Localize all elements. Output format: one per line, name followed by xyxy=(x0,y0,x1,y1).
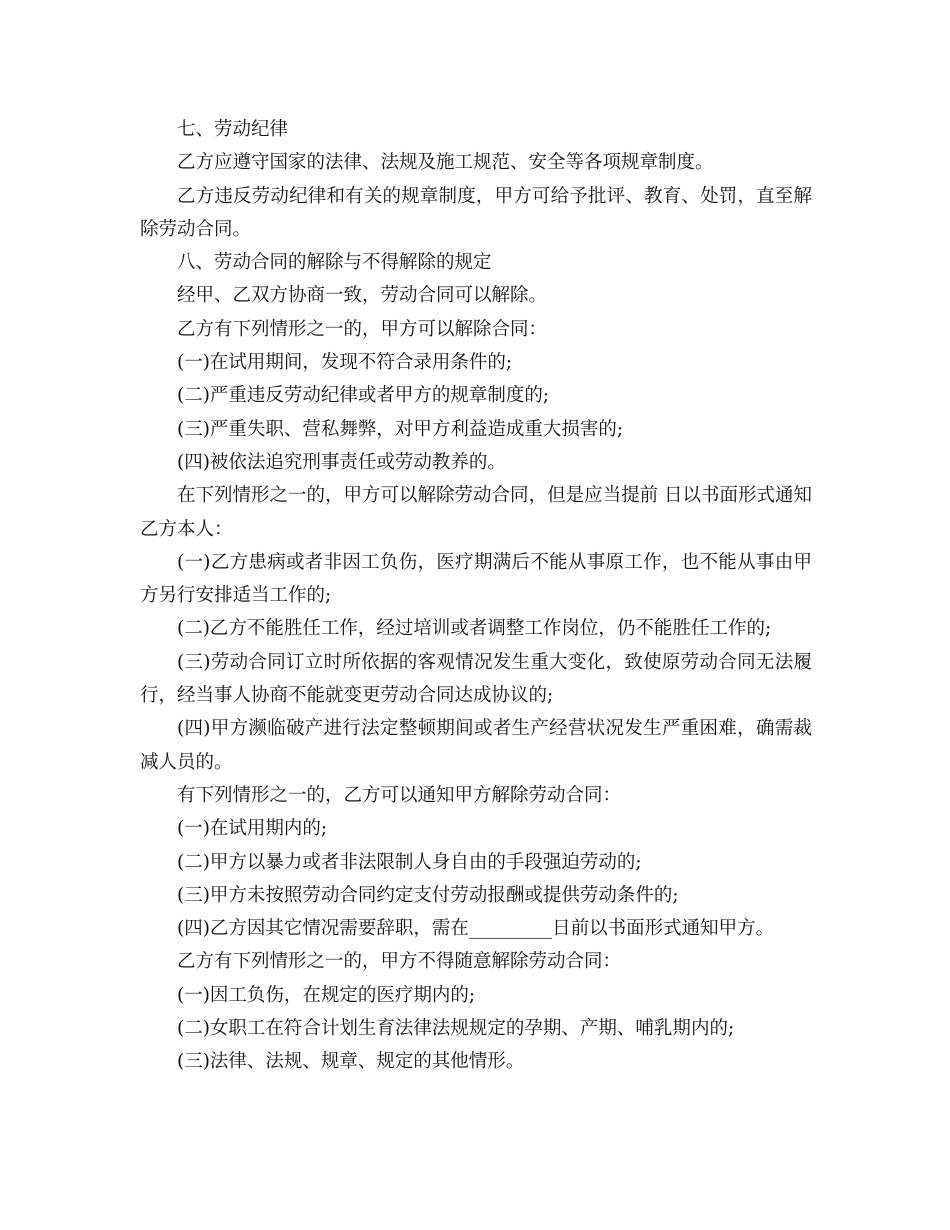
list-item: (二)甲方以暴力或者非法限制人身自由的手段强迫劳动的; xyxy=(177,851,642,873)
list-item: (三)劳动合同订立时所依据的客观情况发生重大变化，致使原劳动合同无法履行，经当事人协商不能就变更劳动合同达成协议的; xyxy=(140,651,812,707)
paragraph: 乙方有下列情形之一的，甲方可以解除合同： xyxy=(177,318,548,340)
section-heading-labor-discipline: 七、劳动纪律 xyxy=(177,119,289,140)
paragraph: 有下列情形之一的，乙方可以通知甲方解除劳动合同： xyxy=(177,784,622,806)
list-item: (一)乙方患病或者非因工负伤，医疗期满后不能从事原工作，也不能从事由甲方另行安排适当工作的; xyxy=(140,551,812,607)
list-item: (二)乙方不能胜任工作，经过培训或者调整工作岗位，仍不能胜任工作的; xyxy=(177,618,772,640)
list-item: (四)甲方濒临破产进行法定整顿期间或者生产经营状况发生严重困难，确需裁减人员的。 xyxy=(140,718,812,773)
paragraph: 乙方应遵守国家的法律、法规及施工规范、安全等各项规章制度。 xyxy=(177,152,714,174)
section-heading-contract-termination: 八、劳动合同的解除与不得解除的规定 xyxy=(177,252,492,274)
list-item: (一)在试用期间，发现不符合录用条件的; xyxy=(177,352,513,374)
list-item: (三)法律、法规、规章、规定的其他情形。 xyxy=(177,1051,525,1073)
paragraph: 在下列情形之一的，甲方可以解除劳动合同，但是应当提前 日以书面形式通知乙方本人： xyxy=(140,485,812,540)
list-item: (三)甲方未按照劳动合同约定支付劳动报酬或提供劳动条件的; xyxy=(177,884,679,906)
list-item: (二)严重违反劳动纪律或者甲方的规章制度的; xyxy=(177,385,550,407)
paragraph: 乙方违反劳动纪律和有关的规章制度，甲方可给予批评、教育、处罚，直至解除劳动合同。 xyxy=(140,185,812,240)
paragraph: 乙方有下列情形之一的，甲方不得随意解除劳动合同： xyxy=(177,951,622,973)
paragraph: 经甲、乙双方协商一致，劳动合同可以解除。 xyxy=(177,285,548,307)
list-item: (一)在试用期内的; xyxy=(177,818,328,840)
list-item: (四)被依法追究刑事责任或劳动教养的。 xyxy=(177,451,506,473)
document-body xyxy=(140,113,812,1079)
list-item: (二)女职工在符合计划生育法律法规规定的孕期、产期、哺乳期内的; xyxy=(177,1018,735,1040)
list-item: (四)乙方因其它情况需要辞职，需在_________日前以书面形式通知甲方。 xyxy=(177,918,775,940)
list-item: (一)因工负伤，在规定的医疗期内的; xyxy=(177,984,476,1006)
list-item: (三)严重失职、营私舞弊，对甲方利益造成重大损害的; xyxy=(177,418,624,440)
